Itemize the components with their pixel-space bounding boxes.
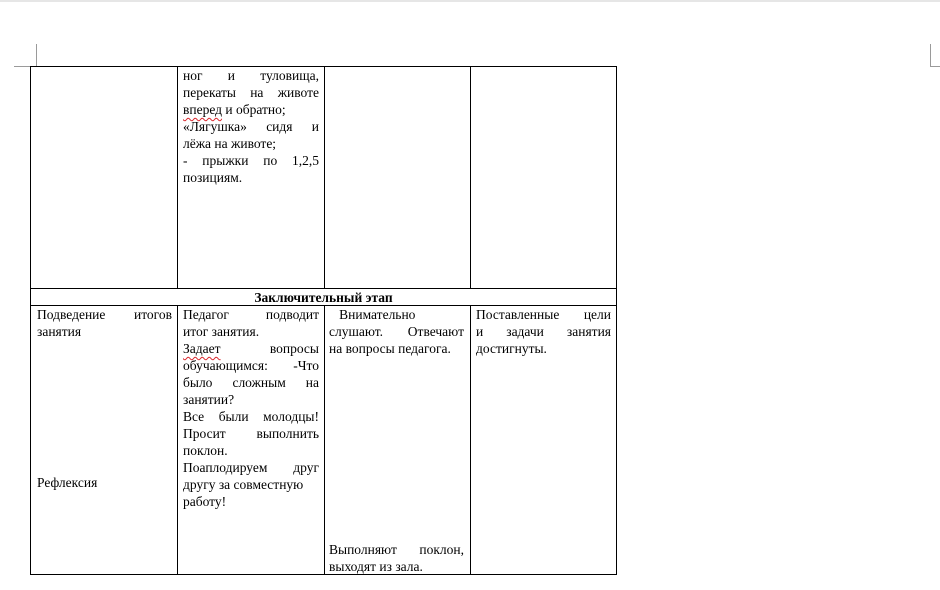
text-word: на	[305, 375, 319, 390]
text-word: слушают.	[329, 324, 384, 339]
text-word: перекаты	[183, 85, 236, 100]
text-word: Поставленные	[476, 307, 560, 322]
text-line	[183, 101, 319, 118]
text-word: выходят из зала.	[329, 559, 423, 574]
text-word: другу за совместную	[183, 477, 304, 492]
text-line	[329, 541, 464, 558]
text-word: на вопросы педагога.	[329, 341, 451, 356]
text-word: -Что	[293, 358, 319, 373]
student-activity-cell	[329, 306, 464, 357]
text-line	[37, 306, 172, 323]
text-word: сложным	[232, 375, 286, 390]
text-word: Все	[183, 409, 205, 424]
text-line	[329, 340, 464, 357]
text-word: поклон,	[419, 542, 464, 557]
text-line	[329, 323, 464, 340]
text-word: итогов	[133, 307, 172, 322]
text-word: Просит	[183, 426, 226, 441]
text-line	[476, 340, 611, 357]
text-word: и	[311, 119, 319, 134]
column-divider-3-lower	[470, 305, 471, 574]
text-line	[183, 323, 319, 340]
student-activity-bottom	[329, 541, 464, 575]
column-divider-2	[324, 67, 325, 289]
text-line	[183, 442, 319, 459]
lesson-plan-table	[30, 66, 617, 575]
section-title: Заключительный этап	[254, 290, 393, 305]
text-word: прыжки	[202, 153, 249, 168]
text-word: занятия	[37, 324, 82, 339]
text-line	[183, 493, 319, 510]
text-word: подводит	[265, 307, 319, 322]
text-word: -	[183, 153, 188, 168]
text-line	[37, 323, 172, 340]
text-word: молодцы!	[263, 409, 319, 424]
text-word: поклон.	[183, 443, 228, 458]
text-word: цели	[583, 307, 611, 322]
text-word: Выполняют	[329, 542, 397, 557]
text-word: работу!	[183, 494, 227, 509]
text-word: ног	[183, 68, 203, 83]
text-word: вопросы	[269, 341, 319, 356]
text-line	[329, 306, 464, 323]
text-word	[183, 340, 221, 357]
text-word: занятия	[566, 324, 611, 339]
text-word: Подведение	[37, 307, 106, 322]
exercise-description-cell	[183, 67, 319, 186]
text-word: сидя	[266, 119, 293, 134]
text-line	[183, 306, 319, 323]
text-word: по	[263, 153, 278, 168]
text-word: на	[250, 85, 264, 100]
text-line	[476, 306, 611, 323]
text-word: было	[183, 375, 213, 390]
text-word: Педагог	[183, 307, 229, 322]
text-line	[183, 67, 319, 84]
crop-mark-right-horizontal	[930, 66, 940, 67]
text-line	[183, 391, 319, 408]
text-word: «Лягушка»	[183, 119, 247, 134]
spellcheck-underline: Задает	[183, 341, 221, 356]
text-line	[183, 169, 319, 186]
column-divider-3	[470, 67, 471, 289]
text-line	[183, 135, 319, 152]
text-word: обучающимся:	[183, 358, 268, 373]
text-word: Внимательно	[329, 307, 416, 322]
text-word: вперед и обратно;	[183, 102, 286, 117]
text-line	[183, 152, 319, 169]
text-word: были	[218, 409, 249, 424]
crop-mark-left-vertical	[36, 44, 37, 66]
text-line	[476, 323, 611, 340]
text-line	[183, 118, 319, 135]
text-line	[183, 84, 319, 101]
text-word: лёжа на животе;	[183, 136, 277, 151]
text-line	[183, 425, 319, 442]
text-word: позициям.	[183, 170, 243, 185]
text-line	[183, 340, 319, 357]
text-line	[183, 459, 319, 476]
text-word: итог занятия.	[183, 324, 260, 339]
window-top-strip	[0, 0, 940, 2]
text-word: и	[476, 324, 484, 339]
text-word: занятии?	[183, 392, 235, 407]
column-divider-1	[177, 67, 178, 289]
text-word: Отвечают	[407, 324, 464, 339]
text-line	[329, 558, 464, 575]
column-divider-2-lower	[324, 305, 325, 574]
stage-name-cell	[37, 306, 172, 340]
text-line	[183, 357, 319, 374]
reflection-label: Рефлексия	[37, 475, 98, 490]
text-word: 1,2,5	[291, 153, 319, 168]
crop-mark-right-vertical	[930, 44, 931, 66]
text-word: Поаплодируем	[183, 460, 268, 475]
text-word: животе	[277, 85, 319, 100]
text-word: выполнить	[256, 426, 319, 441]
text-word: задачи	[506, 324, 544, 339]
column-divider-1-lower	[177, 305, 178, 574]
text-line	[183, 374, 319, 391]
text-line	[183, 476, 319, 493]
text-line	[183, 408, 319, 425]
text-word: друг	[293, 460, 319, 475]
text-word: туловища,	[260, 68, 319, 83]
spellcheck-underline: вперед	[183, 102, 223, 117]
lesson-result-cell	[476, 306, 611, 357]
text-word: достигнуты.	[476, 341, 547, 356]
text-word: и	[227, 68, 235, 83]
teacher-activity-cell	[183, 306, 319, 510]
